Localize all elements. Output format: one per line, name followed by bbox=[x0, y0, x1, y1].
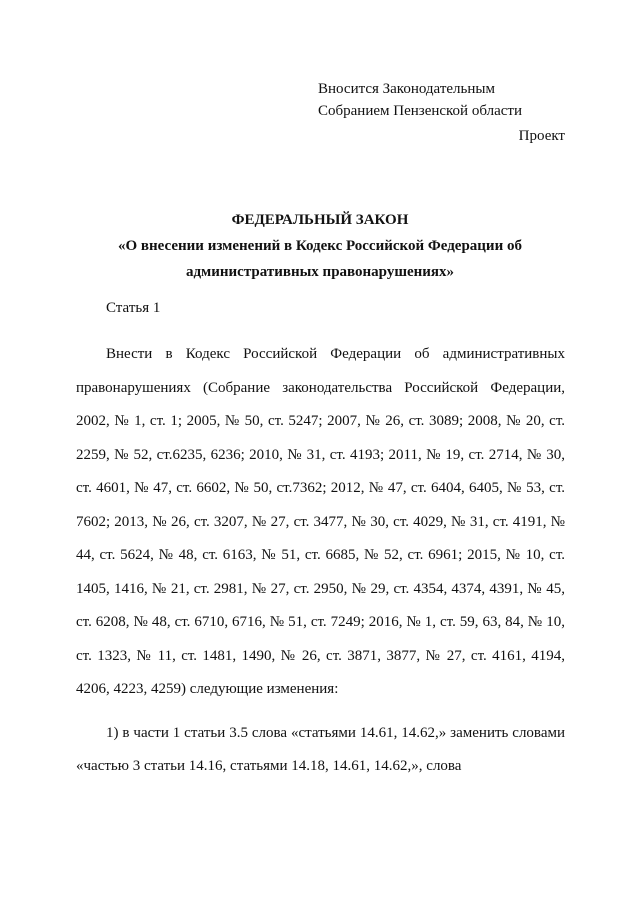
law-title bbox=[60, 207, 580, 285]
submitter-line-2: Собранием Пензенской области bbox=[318, 103, 522, 119]
submitter-note bbox=[318, 78, 522, 122]
law-name-line-1: «О внесении изменений в Кодекс Российской Федерации об bbox=[118, 238, 522, 254]
law-name-line-2: административных правонарушениях» bbox=[185, 264, 455, 280]
article-heading: Статья 1 bbox=[106, 300, 161, 316]
draft-label: Проект bbox=[518, 128, 565, 144]
submitter-line-1: Вносится Законодательным bbox=[318, 81, 495, 97]
article-body bbox=[76, 338, 565, 784]
article-intro-paragraph: Внести в Кодекс Российской Федерации об административных правонарушениях (Собрание законодательства Российской Федерации, 2002, № 1, ст. 1; 2005, № 50, ст. 5247; 2007, № 26, ст. 3089; 2008, № 20, ст. 2259, № 52, ст.6235, 6236; 2010, № 31, ст. 4193; 2011, № 19, ст. 2714, № 30, ст. 4601, № 47, ст. 6602, № 50, ст.7362; 2012, № 47, ст. 6404, 6405, № 53, ст. 7602; 2013, № 26, ст. 3207, № 27, ст. 3477, № 30, ст. 4029, № 31, ст. 4191, № 44, ст. 5624, № 48, ст. 6163, № 51, ст. 6685, № 52, ст. 6961; 2015, № 10, ст. 1405, 1416, № 21, ст. 2981, № 27, ст. 2950, № 29, ст. 4354, 4374, 4391, № 45, ст. 6208, № 48, ст. 6710, 6716, № 51, ст. 7249; 2016, № 1, ст. 59, 63, 84, № 10, ст. 1323, № 11, ст. 1481, 1490, № 26, ст. 3871, 3877, № 27, ст. 4161, 4194, 4206, 4223, 4259) следующие изменения: bbox=[76, 346, 565, 697]
amendment-item-1: 1) в части 1 статьи 3.5 слова «статьями 14.61, 14.62,» заменить словами «частью 3 статьи 14.16, статьями 14.18, 14.61, 14.62,», слова bbox=[76, 724, 565, 774]
law-type-heading: ФЕДЕРАЛЬНЫЙ ЗАКОН bbox=[231, 212, 409, 228]
